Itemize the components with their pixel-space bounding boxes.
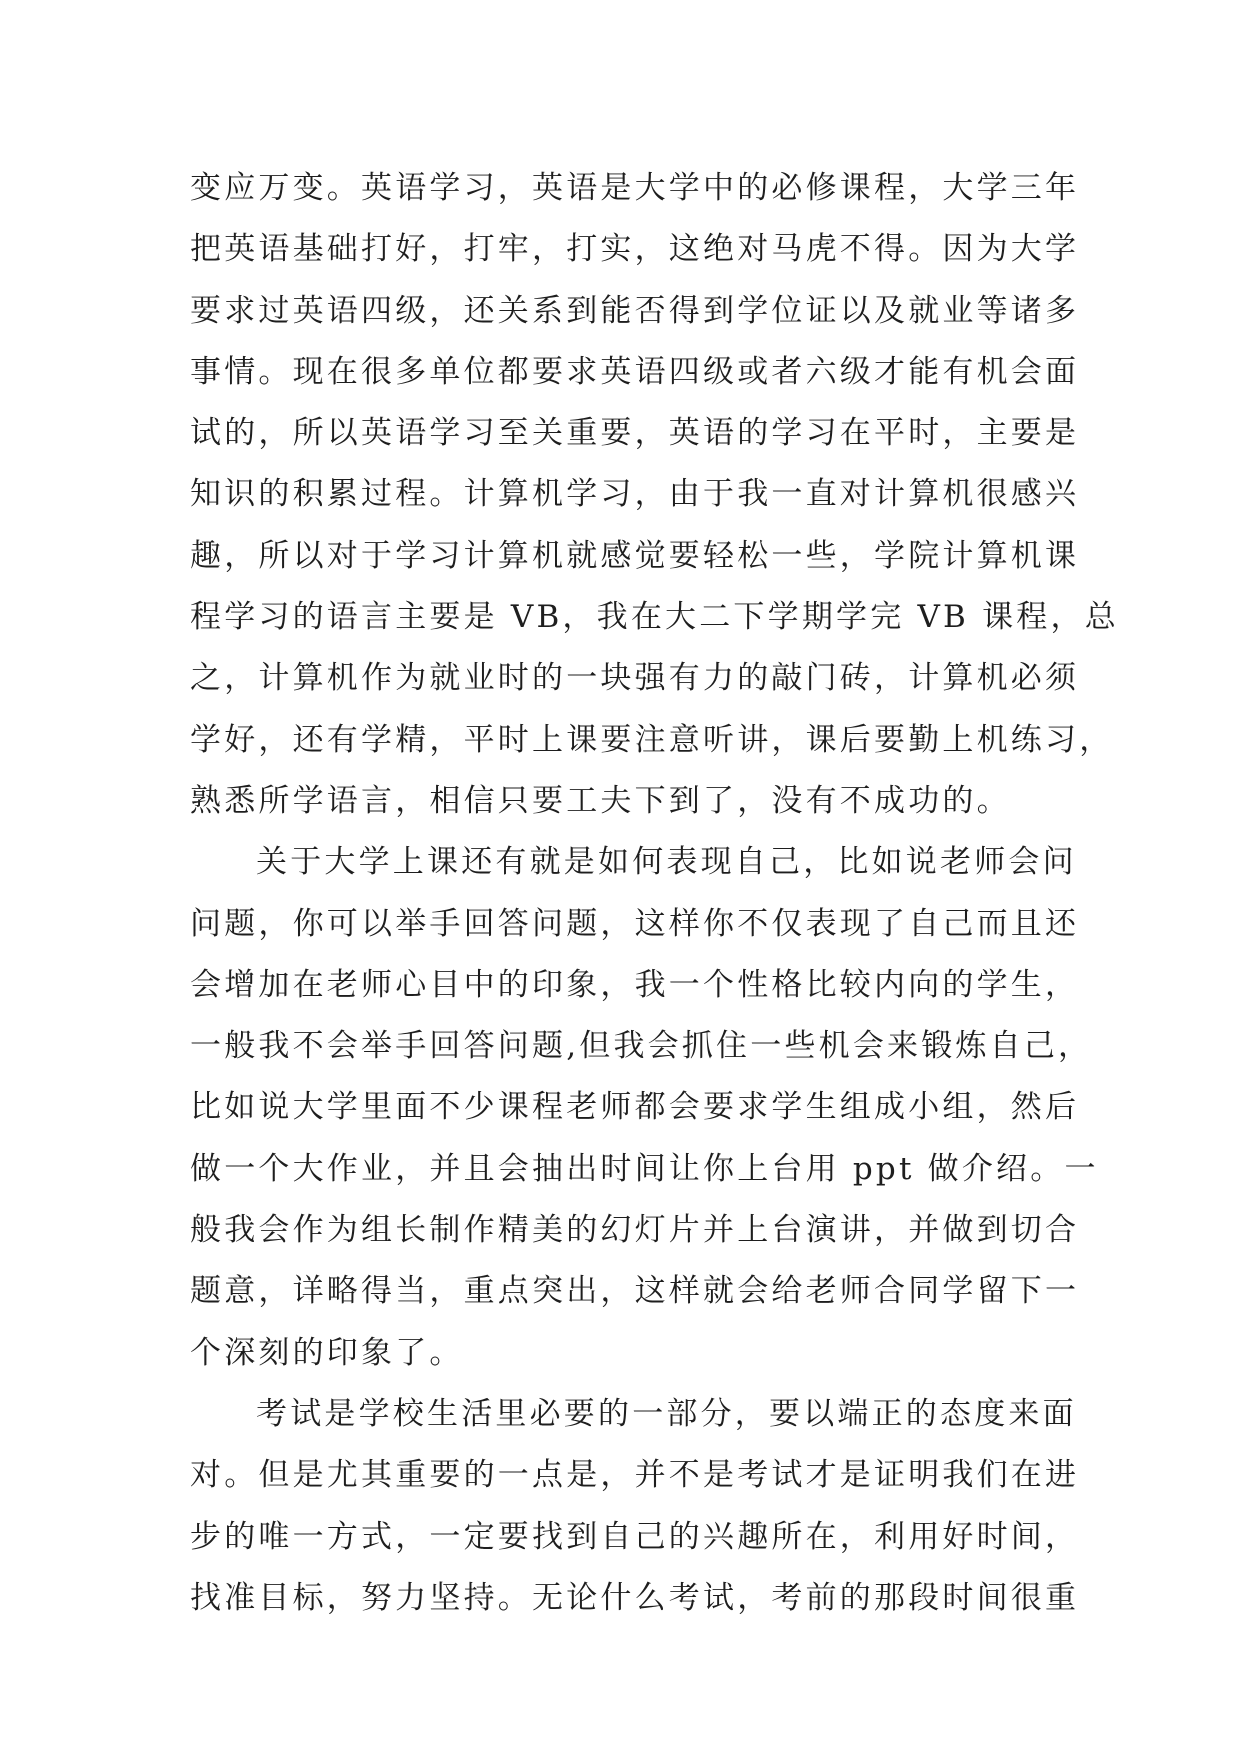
paragraph xyxy=(190,1384,1080,1629)
text-line: 程学习的语言主要是 VB，我在大二下学期学完 VB 课程，总 xyxy=(190,599,1119,636)
document-body xyxy=(190,158,1119,1629)
text-line: 熟悉所学语言，相信只要工夫下到了，没有不成功的。 xyxy=(190,782,1011,819)
text-line: 知识的积累过程。计算机学习，由于我一直对计算机很感兴 xyxy=(190,476,1080,513)
text-line: 之，计算机作为就业时的一块强有力的敲门砖，计算机必须 xyxy=(190,660,1080,697)
paragraph xyxy=(190,832,1099,1384)
text-line: 会增加在老师心目中的印象，我一个性格比较内向的学生， xyxy=(190,966,1080,1003)
text-line: 个深刻的印象了。 xyxy=(190,1334,464,1371)
text-line: 一般我不会举手回答问题,但我会抓住一些机会来锻炼自己， xyxy=(190,1028,1093,1065)
text-line: 对。但是尤其重要的一点是，并不是考试才是证明我们在进 xyxy=(190,1457,1080,1494)
text-line: 步的唯一方式，一定要找到自己的兴趣所在，利用好时间， xyxy=(190,1518,1080,1555)
text-line: 找准目标，努力坚持。无论什么考试，考前的那段时间很重 xyxy=(190,1579,1080,1616)
text-line: 事情。现在很多单位都要求英语四级或者六级才能有机会面 xyxy=(190,353,1080,390)
text-line: 般我会作为组长制作精美的幻灯片并上台演讲，并做到切合 xyxy=(190,1212,1080,1249)
text-line: 关于大学上课还有就是如何表现自己，比如说老师会问 xyxy=(256,844,1077,881)
paragraph xyxy=(190,158,1119,832)
text-line: 做一个大作业，并且会抽出时间让你上台用 ppt 做介绍。一 xyxy=(190,1150,1099,1187)
text-line: 试的，所以英语学习至关重要，英语的学习在平时，主要是 xyxy=(190,415,1080,452)
text-line: 趣，所以对于学习计算机就感觉要轻松一些，学院计算机课 xyxy=(190,537,1080,574)
text-line: 学好，还有学精，平时上课要注意听讲，课后要勤上机练习， xyxy=(190,721,1114,758)
text-line: 把英语基础打好，打牢，打实，这绝对马虎不得。因为大学 xyxy=(190,231,1080,268)
text-line: 问题，你可以举手回答问题，这样你不仅表现了自己而且还 xyxy=(190,905,1080,942)
text-line: 考试是学校生活里必要的一部分，要以端正的态度来面 xyxy=(256,1395,1077,1432)
text-line: 变应万变。英语学习，英语是大学中的必修课程，大学三年 xyxy=(190,170,1080,206)
text-line: 要求过英语四级，还关系到能否得到学位证以及就业等诸多 xyxy=(190,292,1080,329)
text-line: 题意，详略得当，重点突出，这样就会给老师合同学留下一 xyxy=(190,1273,1080,1310)
text-line: 比如说大学里面不少课程老师都会要求学生组成小组，然后 xyxy=(190,1089,1080,1126)
